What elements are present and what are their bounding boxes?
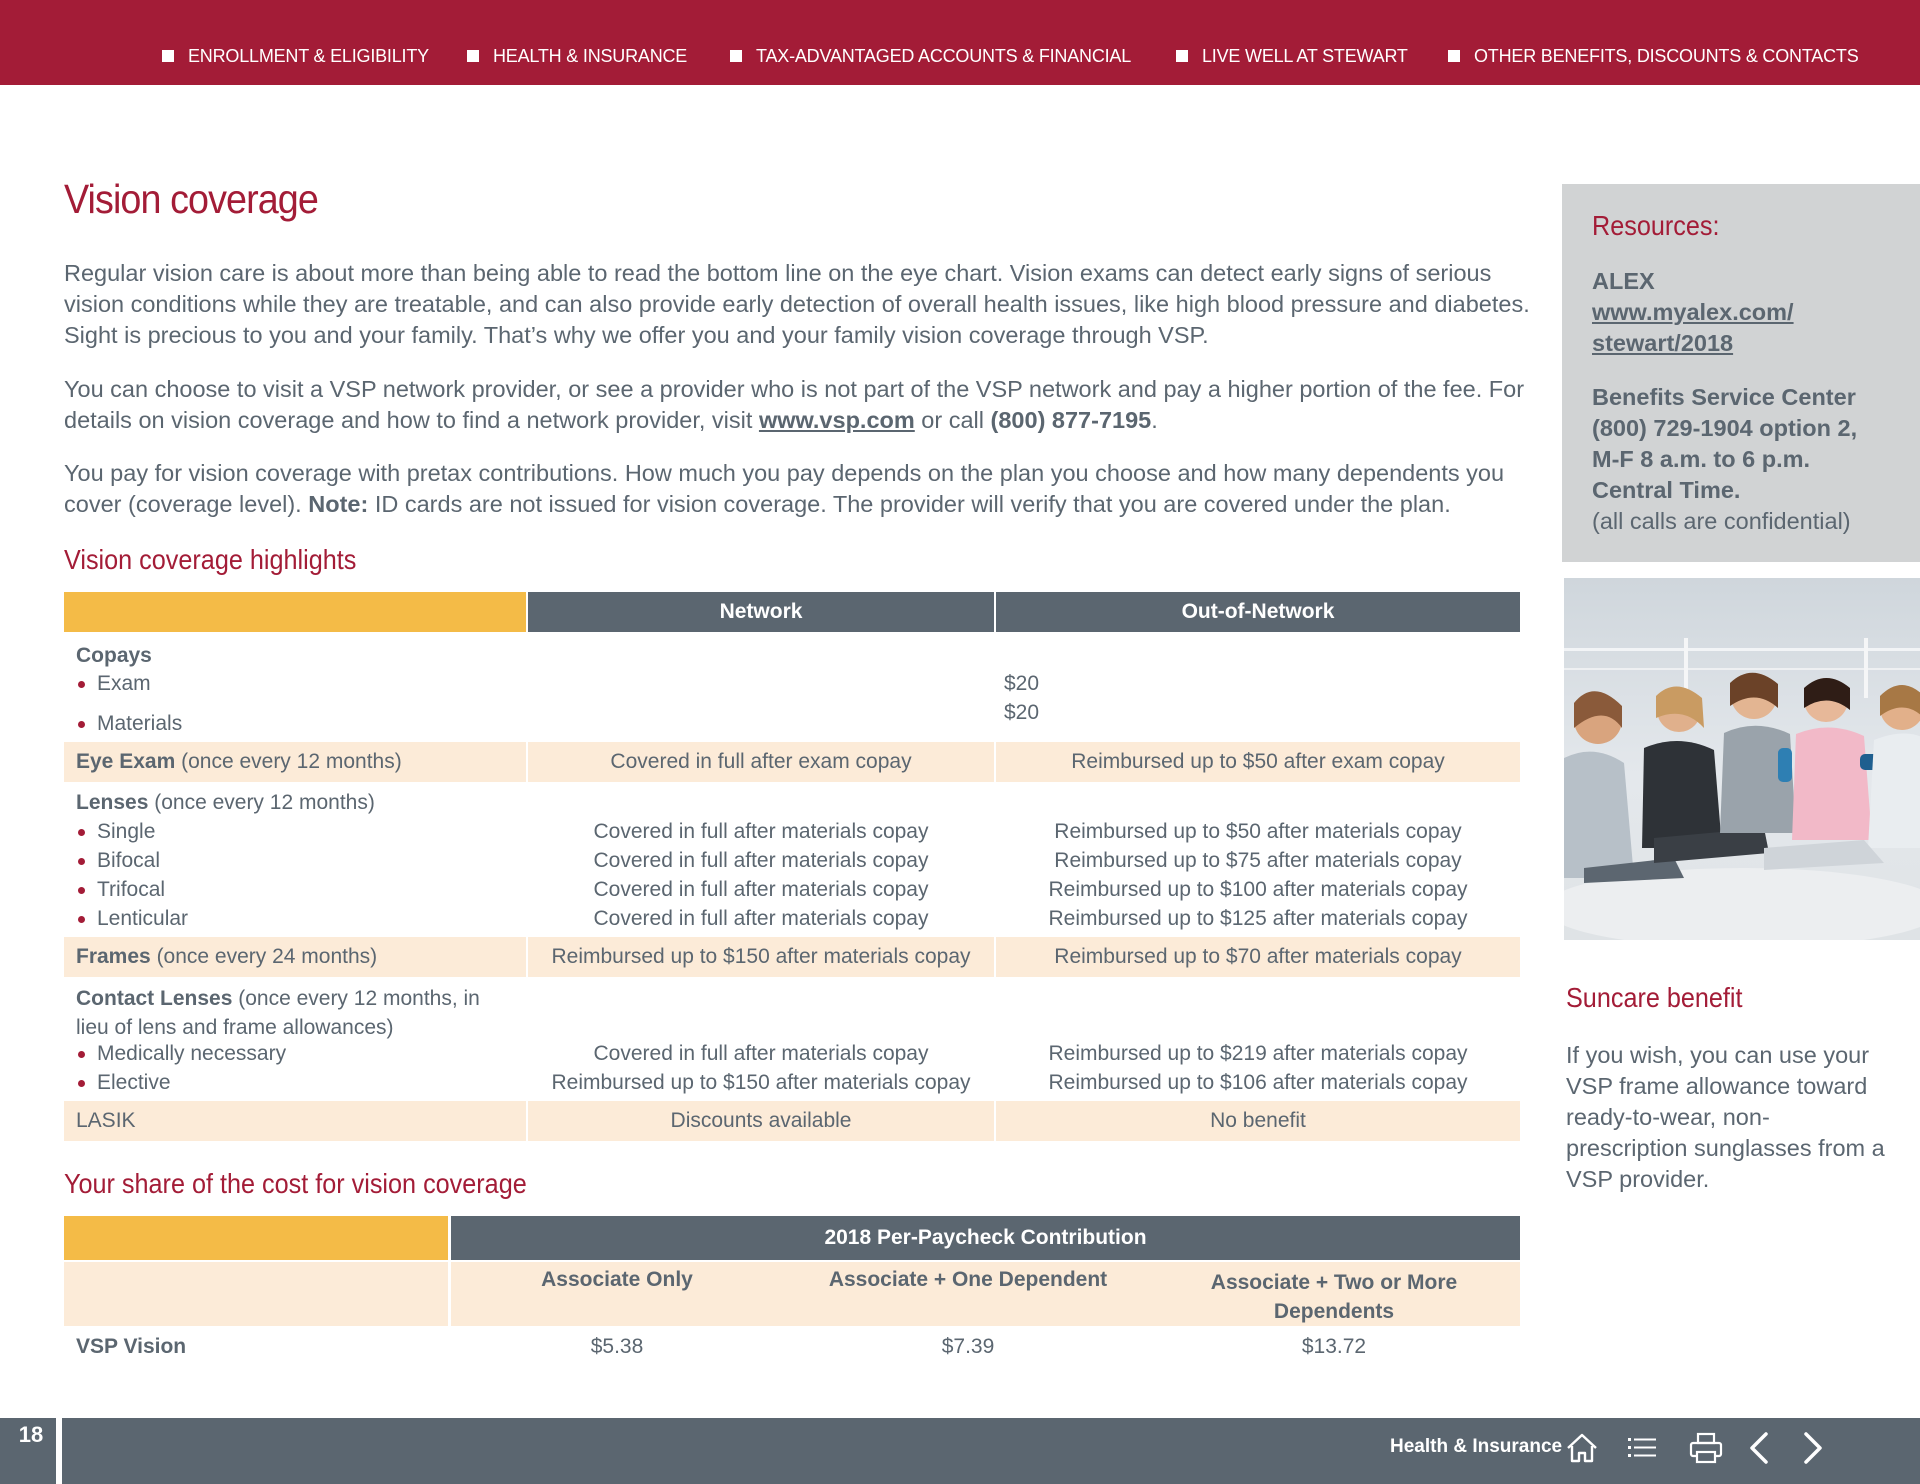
bullet-icon [78, 829, 85, 836]
eye-exam-label [76, 750, 402, 774]
contacts-note: (once every 12 months, in lieu of lens and frame allowances) [76, 987, 480, 1039]
note-label: Note: [308, 491, 369, 517]
lens-lenticular-oon: Reimbursed up to $125 after materials copay [1048, 907, 1468, 930]
eye-exam-title: Eye Exam [76, 750, 176, 773]
lenses-title: Lenses [76, 791, 149, 814]
highlights-heading: Vision coverage highlights [64, 544, 357, 575]
home-icon[interactable] [1562, 1428, 1602, 1468]
page-number: 18 [18, 1422, 44, 1447]
lens-lenticular-network: Covered in full after materials copay [593, 907, 929, 930]
contents-list-icon[interactable] [1622, 1428, 1662, 1468]
col-header-network: Network [528, 592, 994, 632]
fitness-group-photo [1564, 578, 1920, 940]
vsp-phone: (800) 877-7195 [990, 407, 1152, 433]
bullet-icon [78, 887, 85, 894]
contacts-elective-oon: Reimbursed up to $106 after materials copay [1048, 1071, 1468, 1094]
copays-label: Copays [76, 644, 152, 667]
lens-trifocal-network: Covered in full after materials copay [593, 878, 929, 901]
contacts-elective-label: Elective [97, 1071, 171, 1094]
lasik-label: LASIK [76, 1109, 136, 1132]
alex-link[interactable] [1592, 297, 1794, 359]
copay-materials-label: Materials [97, 712, 183, 735]
nav-square-icon [162, 50, 174, 62]
cost-subheader-band [64, 1262, 448, 1326]
intro-paragraph: Regular vision care is about more than being able to read the bottom line on the eye chart. Vision exams can detect early signs of serious vision conditions while they are treatable, and can also provide early detection of overall health issues, like high blood pressure and diabetes. Sight is precious to you and your family. That’s why we offer you and your family vision coverage through VSP. [64, 260, 1530, 348]
frames-oon: Reimbursed up to $70 after materials copay [1054, 945, 1462, 968]
bsc-line2: (800) 729-1904 option 2, [1592, 415, 1858, 441]
cost-value-one-dependent: $7.39 [941, 1335, 995, 1358]
bullet-icon [78, 721, 85, 728]
col-header-out-of-network: Out-of-Network [996, 592, 1520, 632]
nav-tax-advantaged-accounts[interactable] [730, 45, 1131, 67]
contacts-medical-oon: Reimbursed up to $219 after materials copay [1048, 1042, 1468, 1065]
bsc-line4: Central Time. [1592, 477, 1741, 503]
next-page-icon[interactable] [1792, 1428, 1832, 1468]
previous-page-icon[interactable] [1740, 1428, 1780, 1468]
contacts-medical-label: Medically necessary [97, 1042, 287, 1065]
bsc-line5: (all calls are confidential) [1592, 508, 1851, 534]
lens-single-label: Single [97, 820, 156, 843]
bullet-icon [78, 916, 85, 923]
lenses-note: (once every 12 months) [154, 791, 375, 814]
suncare-title: Suncare benefit [1566, 982, 1743, 1013]
bullet-icon [78, 1051, 85, 1058]
copay-exam-value: $20 [1004, 672, 1040, 695]
benefits-service-center [1592, 382, 1857, 537]
bsc-line1: Benefits Service Center [1592, 384, 1856, 410]
lasik-oon: No benefit [1210, 1109, 1306, 1132]
cost-col-one-dependent: Associate + One Dependent [828, 1268, 1108, 1291]
lens-bifocal-oon: Reimbursed up to $75 after materials copay [1054, 849, 1462, 872]
vsp-link[interactable]: www.vsp.com [758, 407, 915, 433]
top-navigation-bar [0, 0, 1920, 85]
provider-text-2: or call [914, 407, 991, 433]
nav-square-icon [730, 50, 742, 62]
period: . [1151, 407, 1158, 433]
bsc-line3: M-F 8 a.m. to 6 p.m. [1592, 446, 1811, 472]
nav-square-icon [467, 50, 479, 62]
print-icon[interactable] [1686, 1428, 1726, 1468]
cost-col-associate-only: Associate Only [541, 1268, 693, 1291]
pretax-text-2: ID cards are not issued for vision coverage. The provider will verify that you are covered under the plan. [368, 491, 1451, 517]
cost-col-two-or-more: Associate + Two or More Dependents [1210, 1271, 1458, 1323]
cost-value-two-or-more: $13.72 [1301, 1335, 1367, 1358]
resources-title: Resources: [1592, 210, 1720, 241]
cost-row-label: VSP Vision [76, 1335, 187, 1358]
frames-note: (once every 24 months) [156, 945, 378, 968]
bullet-icon [78, 681, 85, 688]
nav-square-icon [1176, 50, 1188, 62]
bullet-icon [78, 858, 85, 865]
alex-label: ALEX [1592, 268, 1655, 294]
nav-label: TAX-ADVANTAGED ACCOUNTS & FINANCIAL [756, 45, 1132, 66]
bullet-icon [78, 1080, 85, 1087]
alex-link-line1[interactable]: www.myalex.com/ [1592, 299, 1794, 325]
nav-label: LIVE WELL AT STEWART [1202, 45, 1408, 66]
lens-bifocal-network: Covered in full after materials copay [593, 849, 929, 872]
lens-lenticular-label: Lenticular [97, 907, 189, 930]
nav-label: OTHER BENEFITS, DISCOUNTS & CONTACTS [1474, 45, 1859, 66]
contacts-title: Contact Lenses [76, 987, 233, 1010]
nav-label: ENROLLMENT & ELIGIBILITY [188, 45, 429, 66]
pretax-text: You pay for vision coverage with pretax contributions. How much you pay depends on the plan you choose and how many dependents you cover (coverage level). [64, 460, 1505, 517]
contacts-medical-network: Covered in full after materials copay [593, 1042, 929, 1065]
table-corner-gold [64, 592, 526, 632]
nav-square-icon [1448, 50, 1460, 62]
provider-paragraph [64, 374, 1534, 436]
nav-other-benefits[interactable] [1448, 45, 1859, 67]
lens-single-oon: Reimbursed up to $50 after materials copay [1054, 820, 1462, 843]
alex-link-line2[interactable]: stewart/2018 [1592, 330, 1734, 356]
lasik-network: Discounts available [670, 1109, 852, 1132]
lens-trifocal-label: Trifocal [97, 878, 166, 901]
nav-health-insurance[interactable] [467, 45, 687, 67]
lens-single-network: Covered in full after materials copay [593, 820, 929, 843]
frames-title: Frames [76, 945, 151, 968]
contacts-elective-network: Reimbursed up to $150 after materials copay [551, 1071, 971, 1094]
eye-exam-note: (once every 12 months) [181, 750, 402, 773]
page-title: Vision coverage [64, 176, 318, 222]
cost-heading: Your share of the cost for vision coverage [64, 1168, 527, 1199]
frames-label [76, 945, 377, 969]
contacts-label [76, 984, 516, 1042]
eye-exam-network: Covered in full after exam copay [610, 750, 912, 773]
lens-trifocal-oon: Reimbursed up to $100 after materials copay [1048, 878, 1468, 901]
suncare-text: If you wish, you can use your VSP frame allowance toward ready-to-wear, non-prescription sunglasses from a VSP provider. [1566, 1042, 1885, 1192]
frames-network: Reimbursed up to $150 after materials copay [551, 945, 971, 968]
nav-label: HEALTH & INSURANCE [493, 45, 688, 66]
cost-header: 2018 Per-Paycheck Contribution [451, 1216, 1520, 1260]
provider-text: You can choose to visit a VSP network provider, or see a provider who is not part of the VSP network and pay a higher portion of the fee. For details on vision coverage and how to find a network provider, visit [64, 376, 1525, 433]
copay-exam-label: Exam [97, 672, 151, 695]
nav-enrollment-eligibility[interactable] [162, 45, 429, 67]
cost-table-corner-gold [64, 1216, 448, 1260]
footer-section-label: Health & Insurance [1390, 1436, 1563, 1457]
eye-exam-oon: Reimbursed up to $50 after exam copay [1071, 750, 1445, 773]
cost-value-associate-only: $5.38 [590, 1335, 644, 1358]
lenses-label [76, 791, 375, 815]
nav-live-well[interactable] [1176, 45, 1408, 67]
pretax-paragraph [64, 458, 1534, 520]
lens-bifocal-label: Bifocal [97, 849, 161, 872]
copay-materials-value: $20 [1004, 701, 1040, 724]
